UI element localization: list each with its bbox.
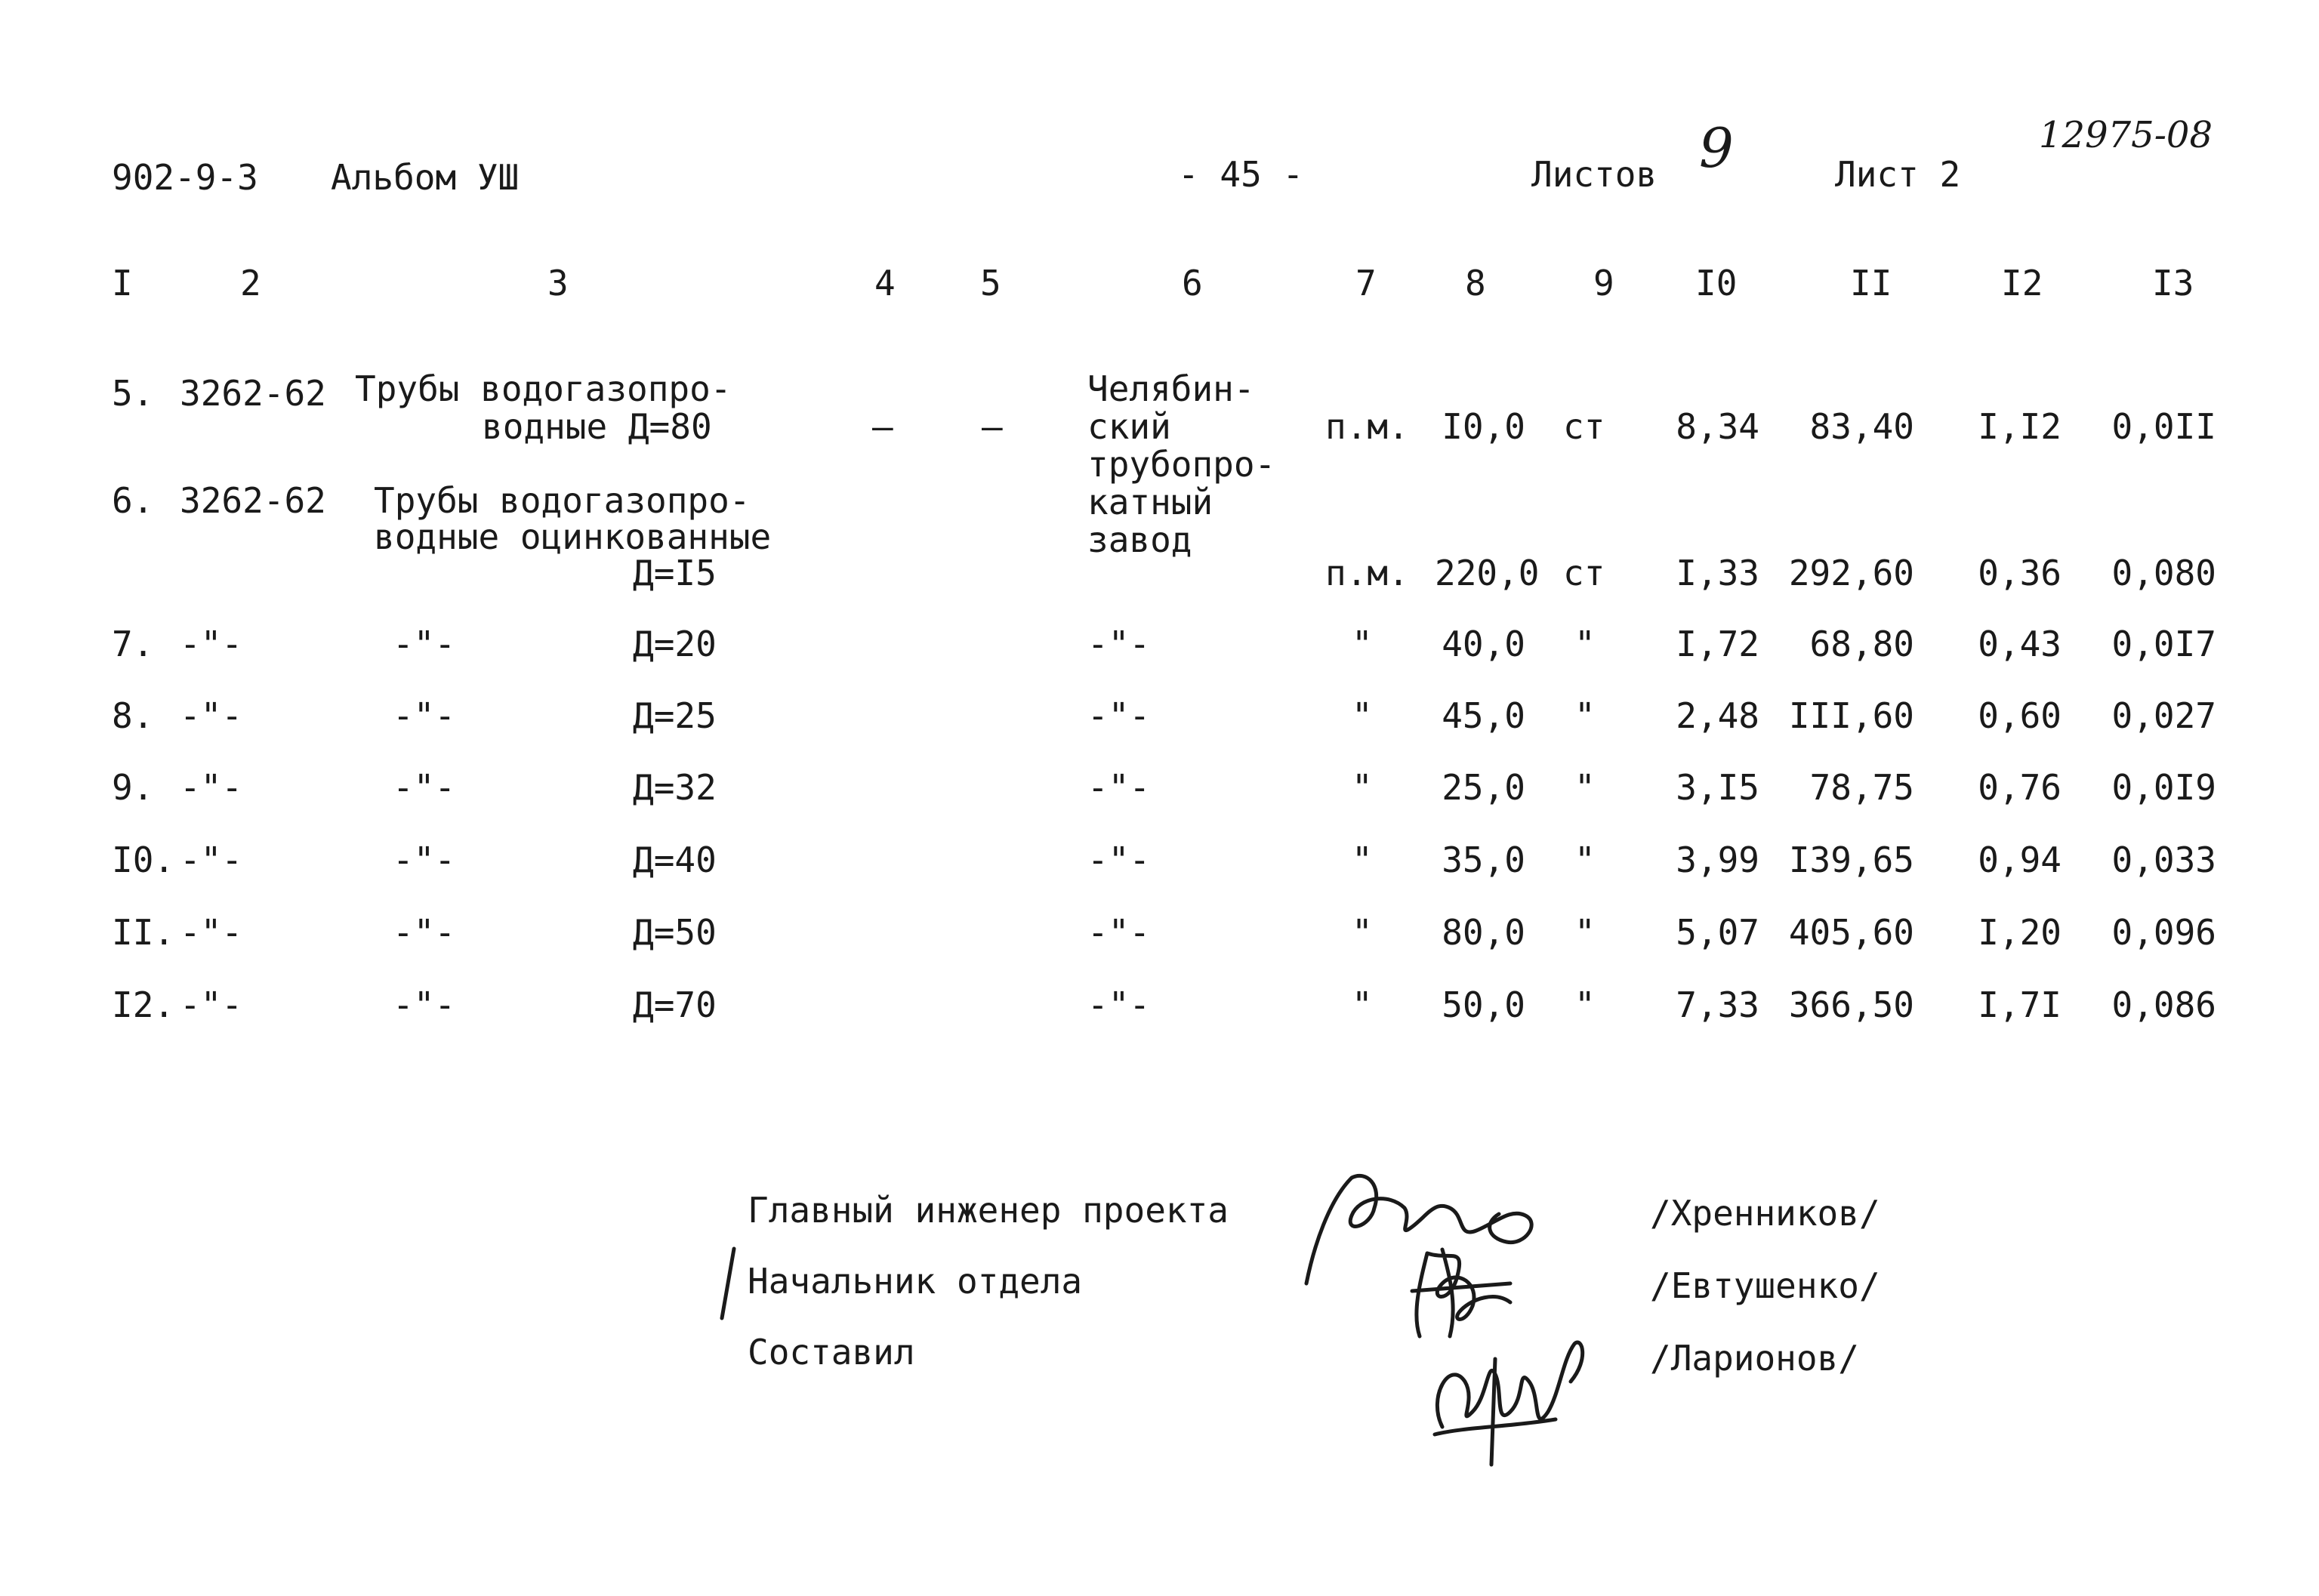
row-code: 3262-62 <box>180 373 326 414</box>
row-dim: Д=32 <box>633 767 717 808</box>
row-code: -"- <box>180 984 243 1025</box>
row-unit: " <box>1352 984 1373 1025</box>
row-number: II. <box>112 912 175 953</box>
col-10: I0 <box>1695 263 1738 303</box>
margin-mark <box>717 1246 740 1321</box>
row-number: 7. <box>112 624 154 664</box>
signature-name: /Хренников/ <box>1650 1193 1880 1234</box>
row-col10: 7,33 <box>1676 984 1759 1025</box>
row-unit: " <box>1352 767 1373 808</box>
row-col13: 0,027 <box>2111 695 2216 736</box>
signature-scrawl-compiler <box>1420 1314 1601 1472</box>
col-13: I3 <box>2152 263 2194 303</box>
row-col5: – <box>982 406 1003 447</box>
col-4: 4 <box>874 263 896 303</box>
row-col13: 0,080 <box>2111 553 2216 593</box>
row-col13: 0,086 <box>2111 984 2216 1025</box>
row-number: I2. <box>112 984 175 1025</box>
supplier-line: завод <box>1087 519 1192 560</box>
col-9: 9 <box>1593 263 1614 303</box>
row-unit: п.м. <box>1325 406 1409 447</box>
row-col9: " <box>1574 767 1596 808</box>
row-col11: 83,40 <box>1809 406 1914 447</box>
supplier-line: катный <box>1087 482 1213 522</box>
signature-title: Начальник отдела <box>748 1261 1083 1302</box>
row-col13: 0,0I9 <box>2111 767 2216 808</box>
page-number: - 45 - <box>1178 154 1304 195</box>
row-dim: Д=20 <box>633 624 717 664</box>
row-col4: – <box>872 406 893 447</box>
row-col11: 292,60 <box>1788 553 1914 593</box>
sheet-label: Лист 2 <box>1835 154 1961 195</box>
row-col13: 0,096 <box>2111 912 2216 953</box>
row-col13: 0,0II <box>2111 406 2216 447</box>
album-label: Альбом УШ <box>331 157 520 198</box>
row-col12: 0,94 <box>1978 840 2062 880</box>
row-code: -"- <box>180 767 243 808</box>
row-col9: " <box>1574 695 1596 736</box>
row-qty: 40,0 <box>1442 624 1525 664</box>
signature-name: /Ларионов/ <box>1650 1338 1859 1379</box>
row-col10: 3,99 <box>1676 840 1759 880</box>
row-unit: " <box>1352 695 1373 736</box>
row-name: -"- <box>393 984 456 1025</box>
row-col9: ст <box>1563 406 1605 447</box>
row-number: 6. <box>112 480 154 521</box>
row-dim: Д=40 <box>633 840 717 880</box>
col-1: I <box>112 263 133 303</box>
row-col12: 0,76 <box>1978 767 2062 808</box>
row-col12: I,7I <box>1978 984 2062 1025</box>
row-dim: Д=50 <box>633 912 717 953</box>
row-col13: 0,033 <box>2111 840 2216 880</box>
row-dim: Д=70 <box>633 984 717 1025</box>
row-col11: 405,60 <box>1788 912 1914 953</box>
row-name: -"- <box>393 624 456 664</box>
col-7: 7 <box>1355 263 1377 303</box>
row-unit: " <box>1352 624 1373 664</box>
row-unit: " <box>1352 912 1373 953</box>
row-name: -"- <box>393 695 456 736</box>
row-dim: Д=I5 <box>633 553 717 593</box>
row-col10: 3,I5 <box>1676 767 1759 808</box>
row-number: I0. <box>112 840 175 880</box>
row-dim: Д=25 <box>633 695 717 736</box>
row-col9: ст <box>1563 553 1605 593</box>
row-number: 5. <box>112 373 154 414</box>
supplier-line: ский <box>1087 406 1171 447</box>
row-col11: 68,80 <box>1809 624 1914 664</box>
row-supplier: -"- <box>1087 767 1151 808</box>
row-code: -"- <box>180 840 243 880</box>
row-col12: 0,43 <box>1978 624 2062 664</box>
row-qty: 80,0 <box>1442 912 1525 953</box>
row-unit: п.м. <box>1325 553 1409 593</box>
row-col10: 8,34 <box>1676 406 1759 447</box>
col-2: 2 <box>240 263 261 303</box>
row-col12: 0,60 <box>1978 695 2062 736</box>
row-col9: " <box>1574 624 1596 664</box>
supplier-line: трубопро- <box>1087 444 1276 485</box>
row-supplier: -"- <box>1087 984 1151 1025</box>
row-code: 3262-62 <box>180 480 326 521</box>
col-6: 6 <box>1182 263 1203 303</box>
row-supplier: -"- <box>1087 840 1151 880</box>
row-col10: I,33 <box>1676 553 1759 593</box>
row-supplier: -"- <box>1087 624 1151 664</box>
signature-name: /Евтушенко/ <box>1650 1265 1880 1306</box>
row-col11: 366,50 <box>1788 984 1914 1025</box>
row-col11: 78,75 <box>1809 767 1914 808</box>
row-name: -"- <box>393 912 456 953</box>
row-name: -"- <box>393 767 456 808</box>
row-code: -"- <box>180 912 243 953</box>
row-col12: 0,36 <box>1978 553 2062 593</box>
row-col10: 2,48 <box>1676 695 1759 736</box>
row-name-line1: Трубы водогазопро- <box>374 480 751 521</box>
row-col11: III,60 <box>1788 695 1914 736</box>
col-11: II <box>1850 263 1892 303</box>
row-name-line2: водные Д=80 <box>482 406 712 447</box>
archive-number: 12975-08 <box>2039 114 2213 156</box>
row-qty: 35,0 <box>1442 840 1525 880</box>
row-col9: " <box>1574 840 1596 880</box>
row-qty: 50,0 <box>1442 984 1525 1025</box>
row-qty: 45,0 <box>1442 695 1525 736</box>
row-qty: 25,0 <box>1442 767 1525 808</box>
supplier-line: Челябин- <box>1087 368 1255 409</box>
row-supplier: -"- <box>1087 912 1151 953</box>
row-col12: I,I2 <box>1978 406 2062 447</box>
row-col10: I,72 <box>1676 624 1759 664</box>
col-12: I2 <box>2001 263 2043 303</box>
sheets-label: Листов <box>1531 154 1658 195</box>
doc-code: 902-9-3 <box>112 157 258 198</box>
row-code: -"- <box>180 624 243 664</box>
row-col13: 0,0I7 <box>2111 624 2216 664</box>
sheets-count: 9 <box>1699 116 1734 180</box>
row-col9: " <box>1574 984 1596 1025</box>
row-number: 8. <box>112 695 154 736</box>
row-name-line1: Трубы водогазопро- <box>355 368 732 409</box>
row-col12: I,20 <box>1978 912 2062 953</box>
row-supplier: -"- <box>1087 695 1151 736</box>
signature-title: Составил <box>748 1332 915 1373</box>
signature-title: Главный инженер проекта <box>748 1190 1229 1231</box>
row-col11: I39,65 <box>1788 840 1914 880</box>
col-5: 5 <box>980 263 1001 303</box>
row-qty: I0,0 <box>1442 406 1525 447</box>
row-col10: 5,07 <box>1676 912 1759 953</box>
col-8: 8 <box>1465 263 1486 303</box>
row-col9: " <box>1574 912 1596 953</box>
row-qty: 220,0 <box>1435 553 1540 593</box>
row-unit: " <box>1352 840 1373 880</box>
row-name-line2: водные оцинкованные <box>374 516 772 557</box>
col-3: 3 <box>547 263 569 303</box>
row-name: -"- <box>393 840 456 880</box>
row-code: -"- <box>180 695 243 736</box>
row-number: 9. <box>112 767 154 808</box>
